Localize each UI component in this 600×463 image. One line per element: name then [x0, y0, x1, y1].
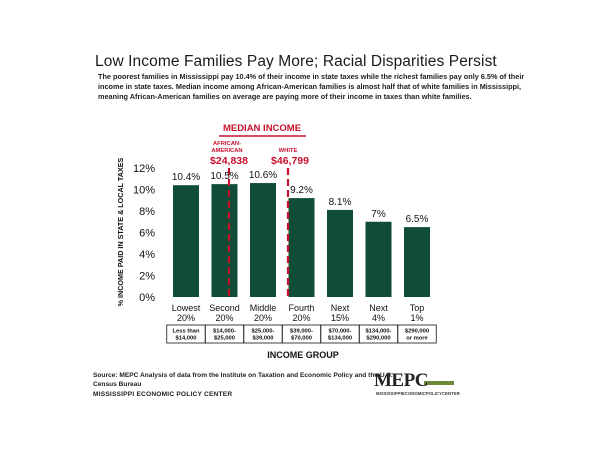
- bar-6: [366, 222, 392, 297]
- category-sublabel-3: 20%: [253, 313, 273, 323]
- income-range-sublabel-3: $39,000: [252, 335, 274, 342]
- bar-7: [404, 227, 430, 297]
- median-income-heading: MEDIAN INCOME: [222, 123, 302, 134]
- income-range-label-6: $134,000-: [365, 328, 392, 335]
- category-sublabel-2: 20%: [215, 313, 234, 323]
- category-label-5: Next: [330, 303, 350, 313]
- income-range-sublabel-6: $290,000: [366, 335, 391, 342]
- category-label-6: Next: [369, 303, 388, 313]
- y-tick-label: 10%: [132, 184, 155, 197]
- chart-description: The poorest families in Mississippi pay 10.4% of their income in state taxes while the richest families pay only 6.5% of their income in state taxes. Median income among African-American families is almost half that of white families in Mississippi, meaning African-American families on average are paying more of their income in taxes than white families.: [98, 72, 525, 101]
- category-sublabel-6: 4%: [371, 313, 386, 323]
- logo-accent: [424, 381, 454, 385]
- income-range-table: [167, 325, 437, 343]
- category-sublabel-1: 20%: [176, 313, 196, 323]
- bar-4: [289, 198, 315, 297]
- bar-3: [250, 183, 276, 297]
- y-tick-label: 4%: [139, 249, 155, 261]
- category-label-1: Lowest: [171, 303, 201, 313]
- logo-subtitle: MISSISSIPPIECONOMICPOLICYCENTER: [376, 391, 460, 396]
- category-label-4: Fourth: [288, 303, 315, 313]
- x-axis-title: INCOME GROUP: [267, 350, 339, 360]
- mepc-logo: [374, 370, 474, 404]
- category-label-2: Second: [209, 303, 240, 313]
- y-tick-label: 8%: [139, 206, 155, 218]
- income-range-sublabel-5: $134,000: [327, 335, 353, 342]
- y-tick-label: 0%: [139, 292, 155, 304]
- african-american-label-2: AMERICAN: [211, 148, 243, 154]
- source-note: Source: MEPC Analysis of data from the Institute on Taxation and Economic Policy and the U.S. Census Bureau: [93, 372, 393, 388]
- income-range-label-4: $39,000-: [290, 328, 313, 335]
- category-label-7: Top: [409, 303, 425, 313]
- y-axis-label: % INCOME PAID IN STATE & LOCAL TAXES: [116, 157, 125, 307]
- value-label-5: 8.1%: [328, 196, 352, 208]
- y-tick-label: 2%: [139, 270, 155, 283]
- income-range-sublabel-1: $14,000: [175, 335, 197, 342]
- bar-5: [327, 210, 353, 297]
- african-american-label: AFRICAN-: [212, 141, 242, 147]
- x-axis-category-labels: [172, 303, 425, 323]
- income-range-label-7: $290,000: [404, 328, 430, 335]
- category-label-3: Middle: [249, 303, 277, 313]
- income-range-label-1: Less than: [172, 328, 200, 335]
- category-sublabel-5: 15%: [330, 313, 350, 323]
- african-american-median-value: $24,838: [210, 155, 248, 167]
- category-sublabel-4: 20%: [292, 313, 311, 323]
- income-range-sublabel-2: $25,000: [214, 335, 235, 342]
- value-label-4: 9.2%: [290, 185, 313, 197]
- income-range-label-3: $25,000-: [251, 328, 275, 335]
- white-median-value: $46,799: [271, 155, 309, 167]
- income-range-sublabel-7: or more: [406, 335, 428, 342]
- value-label-3: 10.6%: [248, 170, 278, 182]
- white-label: WHITE: [278, 148, 298, 154]
- organization-name: MISSISSIPPI ECONOMIC POLICY CENTER: [93, 391, 233, 398]
- category-sublabel-7: 1%: [410, 313, 424, 323]
- value-label-2: 10.5%: [210, 171, 239, 183]
- value-label-7: 6.5%: [405, 214, 429, 226]
- income-range-label-2: $14,000-: [213, 328, 236, 335]
- income-range-sublabel-4: $70,000: [291, 335, 312, 342]
- logo-text: MEPC: [374, 370, 428, 391]
- chart-title: Low Income Families Pay More; Racial Disparities Persist: [95, 53, 497, 70]
- value-label-6: 7%: [371, 208, 386, 220]
- y-axis-ticks: [133, 163, 155, 304]
- bars: [173, 183, 430, 297]
- income-range-label-5: $70,000-: [328, 328, 352, 335]
- value-label-1: 10.4%: [171, 172, 201, 184]
- y-tick-label: 6%: [139, 227, 155, 240]
- bar-2: [212, 184, 238, 297]
- y-tick-label: 12%: [132, 163, 155, 175]
- y-axis-title: [116, 157, 125, 306]
- bar-1: [173, 185, 199, 297]
